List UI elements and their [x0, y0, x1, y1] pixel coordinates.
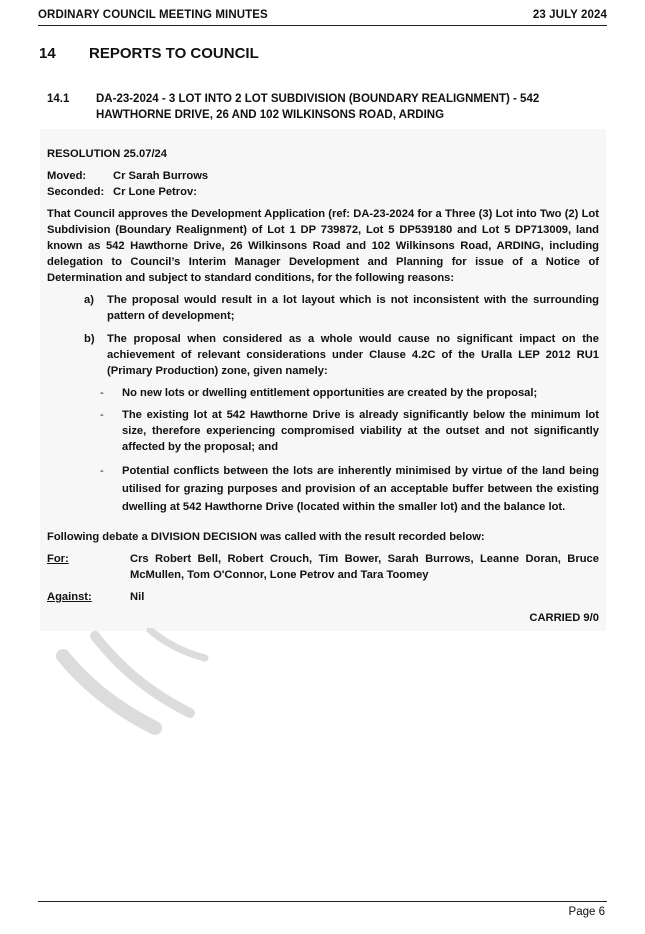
moved-value: Cr Sarah Burrows — [113, 170, 209, 182]
against-value: Nil — [130, 591, 145, 603]
bullet-marker: - — [100, 465, 104, 477]
section-title: REPORTS TO COUNCIL — [89, 45, 259, 62]
carried-result: CARRIED 9/0 — [529, 612, 599, 624]
bullet-marker: - — [100, 387, 104, 399]
seconded-row — [47, 184, 599, 200]
vote-for-row — [47, 551, 599, 583]
section-number: 14 — [39, 45, 56, 62]
seconded-label: Seconded: — [47, 186, 105, 198]
moved-row — [47, 168, 599, 184]
reason-text: The proposal when considered as a whole would cause no significant impact on the achievement of relevant considerations under Clause 4.2C of the Uralla LEP 2012 RU1 (Primary Production) zone, given namely: — [107, 333, 599, 377]
resolution-heading: RESOLUTION 25.07/24 — [47, 148, 167, 160]
page-number: Page 6 — [568, 906, 605, 918]
moved-label: Moved: — [47, 170, 87, 182]
vote-against-row — [47, 589, 599, 605]
item-heading — [47, 92, 602, 123]
against-label: Against: — [47, 591, 92, 603]
footer-divider — [38, 901, 607, 902]
resolution-intro: That Council approves the Development Application (ref: DA-23-2024 for a Three (3) Lot into Two (2) Lot Subdivision (Boundary Realignment) of Lot 1 DP 739872, Lot 5 DP539180 and Lot 5 DP713009, land known as 542 Hawthorne Drive, 26 Wilkinsons Road and 102 Wilkinsons Road, ARDING, including delegation to Council’s Interim Manager Development and Planning for issue of a Notice of Determination and subject to standard conditions, for the following reasons: — [47, 208, 599, 284]
for-label: For: — [47, 553, 69, 565]
reason-text: The proposal would result in a lot layout which is not inconsistent with the surrounding pattern of development; — [107, 294, 599, 322]
reason-item — [84, 292, 599, 324]
header-title: ORDINARY COUNCIL MEETING MINUTES — [38, 9, 268, 21]
item-number: 14.1 — [47, 93, 70, 105]
item-title: DA-23-2024 - 3 LOT INTO 2 LOT SUBDIVISION (BOUNDARY REALIGNMENT) - 542 HAWTHORNE DRIVE, 26 AND 102 WILKINSONS ROAD, ARDING — [96, 93, 540, 121]
page-header — [38, 9, 607, 25]
reason-item — [84, 331, 599, 379]
bullet-item — [100, 407, 599, 455]
section-heading — [39, 45, 259, 62]
bullet-item — [100, 462, 599, 516]
bullet-item — [100, 385, 599, 401]
bullet-text: The existing lot at 542 Hawthorne Drive is already significantly below the minimum lot size, therefore experiencing compromised viability at the outset and not significantly affected by the proposal; and — [122, 409, 599, 453]
for-value: Crs Robert Bell, Robert Crouch, Tim Bower, Sarah Burrows, Leanne Doran, Bruce McMullen, Tom O'Connor, Lone Petrov and Tara Toomey — [130, 553, 599, 581]
bullet-text: No new lots or dwelling entitlement opportunities are created by the proposal; — [122, 387, 538, 399]
reason-marker: a) — [84, 294, 94, 306]
bullet-marker: - — [100, 409, 104, 421]
watermark-graphic — [55, 628, 235, 748]
debate-statement: Following debate a DIVISION DECISION was called with the result recorded below: — [47, 531, 485, 543]
header-divider — [38, 25, 607, 26]
bullet-text: Potential conflicts between the lots are inherently minimised by virtue of the land being utilised for grazing purposes and provision of an acceptable buffer between the existing dwelling at 542 Hawthorne Drive (located within the smaller lot) and the balance lot. — [122, 465, 599, 513]
seconded-value: Cr Lone Petrov: — [113, 186, 197, 198]
reason-marker: b) — [84, 333, 95, 345]
header-date: 23 JULY 2024 — [532, 9, 607, 21]
